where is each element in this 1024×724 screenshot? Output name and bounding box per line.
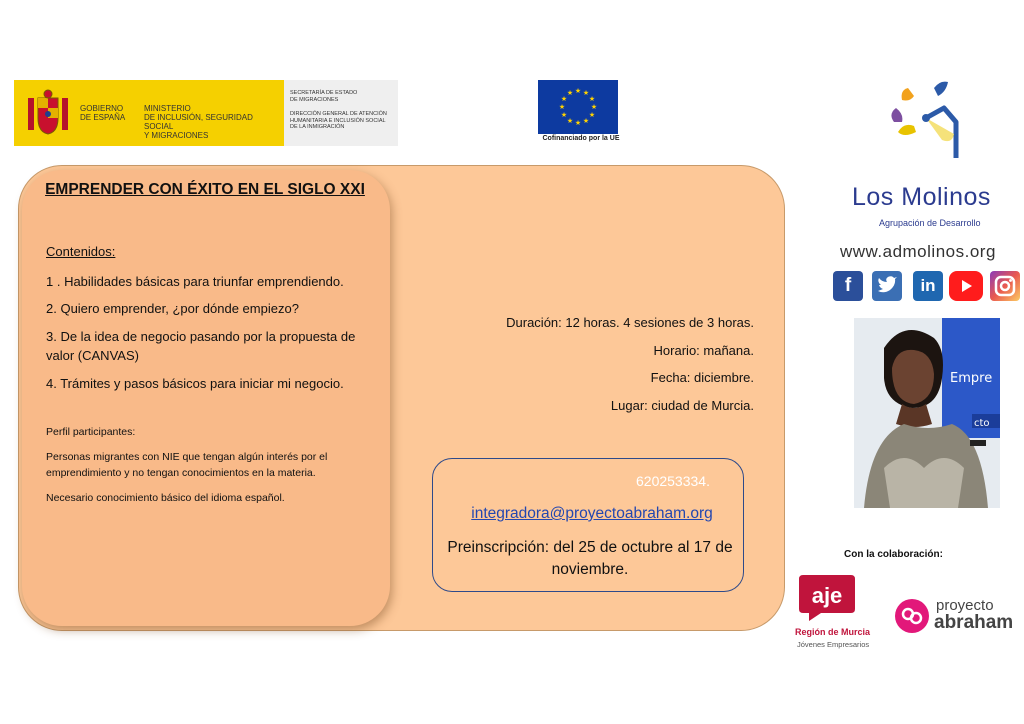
coat-of-arms-icon bbox=[24, 88, 72, 138]
linkedin-icon[interactable]: in bbox=[913, 271, 943, 301]
svg-text:★: ★ bbox=[560, 95, 568, 103]
government-logo-bar bbox=[14, 80, 398, 146]
website-link[interactable]: www.admolinos.org bbox=[840, 242, 996, 261]
contents-item: 1 . Habilidades básicas para triunfar emprendiendo. bbox=[46, 274, 344, 289]
collaboration-label: Con la colaboración: bbox=[844, 549, 943, 560]
aje-subtitle: Jóvenes Empresarios bbox=[797, 640, 870, 649]
duration-text: Duración: 12 horas. 4 sesiones de 3 horas. bbox=[506, 315, 754, 330]
svg-text:★: ★ bbox=[560, 111, 568, 119]
svg-text:★: ★ bbox=[574, 87, 582, 95]
twitter-icon[interactable] bbox=[872, 271, 902, 301]
eu-caption: Cofinanciado por la UE bbox=[542, 135, 620, 142]
svg-text:Empre: Empre bbox=[950, 371, 993, 386]
aje-logo-icon bbox=[797, 569, 857, 621]
profile-label: Perfil participantes: bbox=[46, 426, 136, 438]
los-molinos-logo-icon bbox=[886, 78, 966, 164]
contents-item: 2. Quiero emprender, ¿por dónde empiezo? bbox=[46, 301, 299, 316]
directorate-label: DIRECCIÓN GENERAL DE ATENCIÓN HUMANITARIA E INCLUSIÓN SOCIAL DE LA INMIGRACIÓN bbox=[290, 111, 387, 130]
course-title: EMPRENDER CON ÉXITO EN EL SIGLO XXI bbox=[45, 181, 365, 198]
svg-text:★: ★ bbox=[590, 103, 598, 111]
svg-text:★: ★ bbox=[574, 119, 582, 127]
email-link[interactable]: integradora@proyectoabraham.org bbox=[471, 505, 713, 522]
secretariat-label: SECRETARÍA DE ESTADO DE MIGRACIONES bbox=[290, 90, 358, 103]
ministry-label: MINISTERIO DE INCLUSIÓN, SEGURIDAD SOCIAL Y MIGRACIONES bbox=[144, 104, 253, 140]
svg-text:★: ★ bbox=[566, 117, 574, 125]
svg-text:★: ★ bbox=[566, 89, 574, 97]
svg-text:★: ★ bbox=[588, 111, 596, 119]
abraham-line1: proyecto bbox=[936, 597, 994, 614]
contents-item: 4. Trámites y pasos básicos para iniciar mi negocio. bbox=[46, 376, 344, 391]
gov-spain-label: GOBIERNO DE ESPAÑA bbox=[80, 104, 126, 122]
svg-text:aje: aje bbox=[811, 583, 843, 608]
date-text: Fecha: diciembre. bbox=[650, 370, 754, 385]
place-text: Lugar: ciudad de Murcia. bbox=[610, 398, 754, 413]
org-subtitle: Agrupación de Desarrollo bbox=[879, 218, 981, 228]
instagram-icon[interactable] bbox=[990, 271, 1020, 301]
contents-item: 3. De la idea de negocio pasando por la propuesta de valor (CANVAS) bbox=[46, 329, 356, 363]
org-name: Los Molinos bbox=[852, 183, 991, 211]
abraham-line2: abraham bbox=[934, 612, 1014, 633]
profile-text: Personas migrantes con NIE que tengan algún interés por el emprendimiento y no tengan conocimientos en la materia. bbox=[46, 451, 328, 479]
eu-flag-icon bbox=[538, 80, 618, 134]
contents-label: Contenidos: bbox=[46, 244, 116, 259]
course-contents-panel bbox=[22, 170, 390, 626]
facebook-icon[interactable]: f bbox=[833, 271, 863, 301]
svg-text:★: ★ bbox=[582, 117, 590, 125]
phone-number[interactable]: 620253334. bbox=[636, 473, 710, 489]
youtube-icon[interactable] bbox=[949, 271, 983, 301]
proyecto-abraham-logo-icon bbox=[894, 598, 930, 634]
government-logo-panel bbox=[14, 80, 284, 146]
aje-region-label: Región de Murcia bbox=[795, 627, 871, 637]
preregistration-text: Preinscripción: del 25 de octubre al 17 de noviembre. bbox=[447, 539, 733, 578]
svg-text:★: ★ bbox=[558, 103, 566, 111]
svg-text:★: ★ bbox=[588, 95, 596, 103]
svg-text:cto: cto bbox=[974, 418, 990, 429]
secretariat-panel bbox=[284, 80, 398, 146]
speaker-photo bbox=[854, 318, 1000, 508]
language-requirement: Necesario conocimiento básico del idioma español. bbox=[46, 492, 285, 504]
schedule-text: Horario: mañana. bbox=[653, 343, 754, 358]
svg-text:★: ★ bbox=[582, 89, 590, 97]
